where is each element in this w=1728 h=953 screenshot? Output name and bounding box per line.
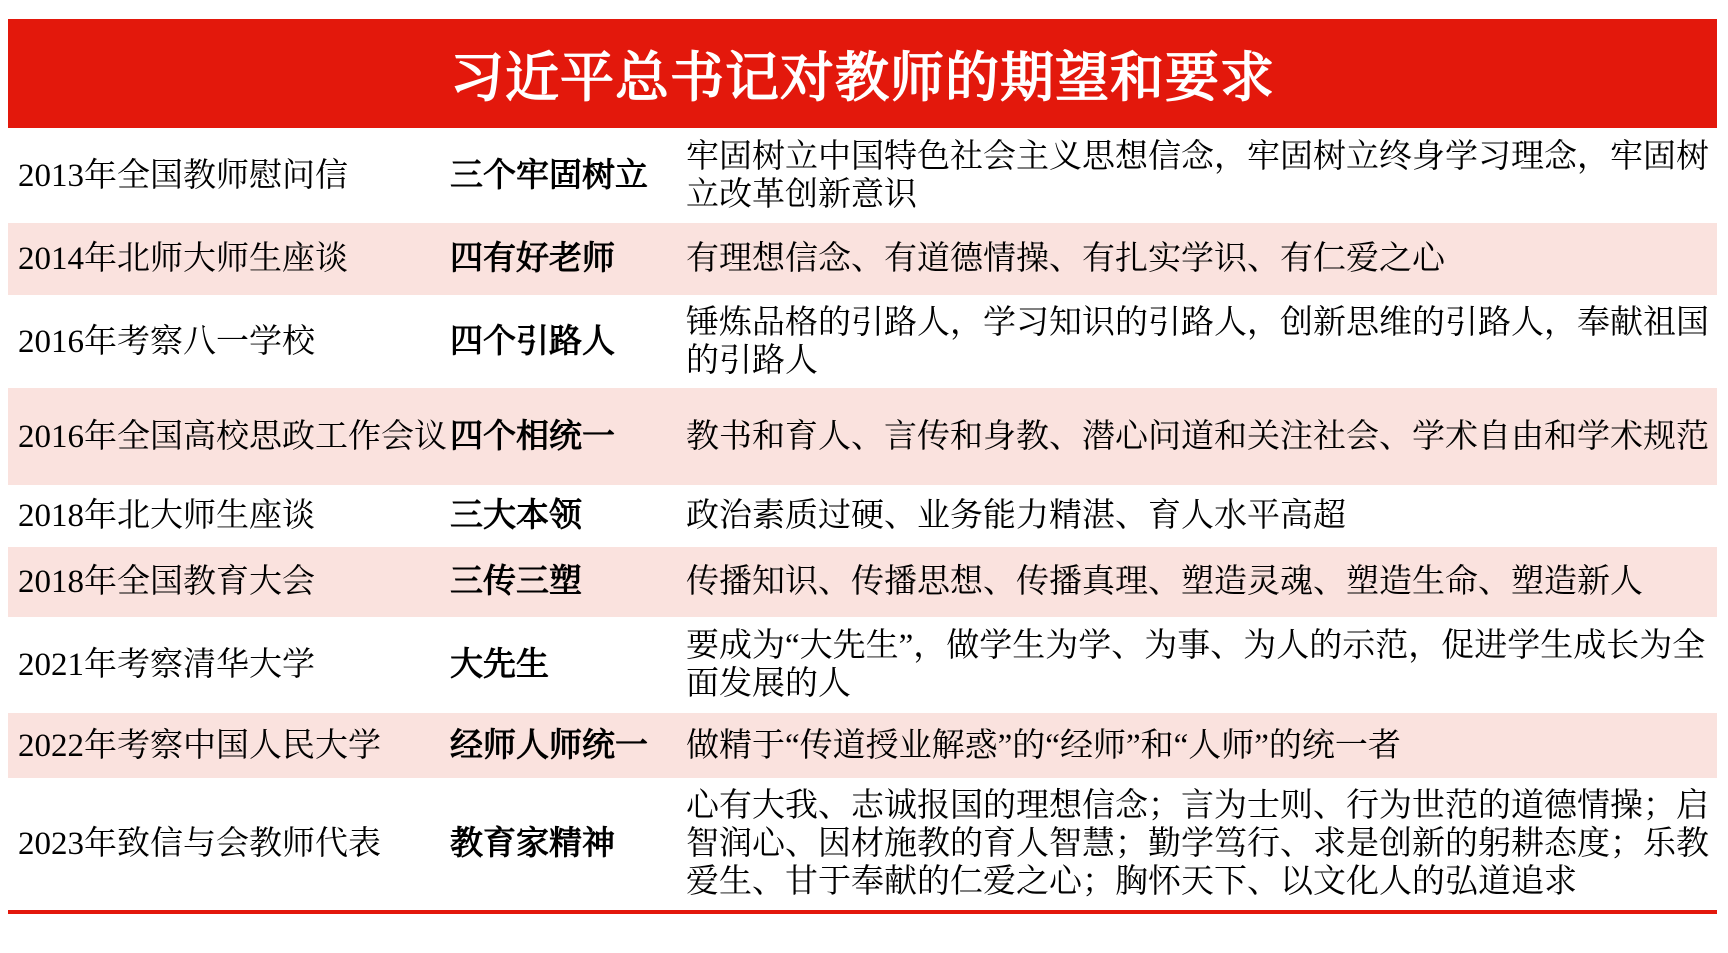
table-row [8, 778, 1717, 910]
description-text: 传播知识、传播思想、传播真理、塑造灵魂、塑造生命、塑造新人 [686, 564, 1643, 600]
table-row [8, 295, 1717, 388]
theme-text: 三大本领 [450, 498, 582, 534]
description-text: 牢固树立中国特色社会主义思想信念，牢固树立终身学习理念，牢固树立改革创新意识 [686, 138, 1709, 213]
theme-text: 四个相统一 [450, 418, 615, 455]
title-banner [8, 19, 1717, 128]
occasion-text: 2014年北师大师生座谈 [18, 241, 348, 277]
description-cell [686, 547, 1717, 617]
occasion-cell [8, 128, 450, 223]
occasion-text: 2018年北大师生座谈 [18, 498, 315, 534]
table-row [8, 713, 1717, 778]
theme-cell [450, 778, 686, 910]
theme-text: 三个牢固树立 [450, 157, 648, 194]
table-row [8, 547, 1717, 617]
description-text: 有理想信念、有道德情操、有扎实学识、有仁爱之心 [686, 241, 1445, 277]
occasion-cell [8, 388, 450, 485]
theme-text: 教育家精神 [450, 826, 615, 862]
description-text: 教书和育人、言传和身教、潜心问道和关注社会、学术自由和学术规范 [686, 418, 1709, 455]
theme-cell [450, 617, 686, 713]
description-text: 做精于“传道授业解惑”的“经师”和“人师”的统一者 [686, 727, 1401, 764]
theme-cell [450, 485, 686, 547]
theme-text: 四个引路人 [450, 323, 615, 360]
occasion-cell [8, 295, 450, 388]
description-cell [686, 388, 1717, 485]
occasion-cell [8, 485, 450, 547]
table-row [8, 485, 1717, 547]
occasion-text: 2016年考察八一学校 [18, 323, 315, 360]
description-cell [686, 778, 1717, 910]
occasion-text: 2022年考察中国人民大学 [18, 727, 381, 764]
theme-text: 四有好老师 [450, 241, 615, 277]
description-text: 要成为“大先生”，做学生为学、为事、为人的示范，促进学生成长为全面发展的人 [686, 628, 1706, 702]
table-row [8, 223, 1717, 295]
occasion-cell [8, 713, 450, 778]
theme-text: 三传三塑 [450, 564, 582, 600]
theme-cell [450, 223, 686, 295]
footer-rule [8, 910, 1717, 914]
occasion-text: 2013年全国教师慰问信 [18, 157, 348, 194]
occasion-text: 2018年全国教育大会 [18, 564, 315, 600]
theme-cell [450, 388, 686, 485]
description-cell [686, 485, 1717, 547]
description-text: 锤炼品格的引路人，学习知识的引路人，创新思维的引路人，奉献祖国的引路人 [686, 304, 1709, 379]
description-text: 政治素质过硬、业务能力精湛、育人水平高超 [686, 498, 1346, 534]
occasion-text: 2023年致信与会教师代表 [18, 826, 381, 862]
occasion-cell [8, 547, 450, 617]
slide-content [8, 19, 1717, 914]
theme-cell [450, 295, 686, 388]
description-cell [686, 128, 1717, 223]
page-title: 习近平总书记对教师的期望和要求 [450, 48, 1275, 108]
description-cell [686, 713, 1717, 778]
occasion-text: 2021年考察清华大学 [18, 647, 315, 683]
theme-text: 经师人师统一 [450, 727, 648, 764]
table-row [8, 388, 1717, 485]
theme-cell [450, 547, 686, 617]
occasion-cell [8, 223, 450, 295]
occasion-text: 2016年全国高校思政工作会议 [18, 418, 447, 455]
theme-cell [450, 713, 686, 778]
occasion-cell [8, 778, 450, 910]
description-cell [686, 617, 1717, 713]
description-cell [686, 295, 1717, 388]
description-text: 心有大我、志诚报国的理想信念；言为士则、行为世范的道德情操；启智润心、因材施教的育人智慧；勤学笃行、求是创新的躬耕态度；乐教爱生、甘于奉献的仁爱之心；胸怀天下、以文化人的弘道追求 [686, 788, 1709, 900]
expectations-table [8, 128, 1717, 910]
theme-cell [450, 128, 686, 223]
description-cell [686, 223, 1717, 295]
table-row [8, 128, 1717, 223]
theme-text: 大先生 [450, 647, 549, 683]
occasion-cell [8, 617, 450, 713]
table-row [8, 617, 1717, 713]
